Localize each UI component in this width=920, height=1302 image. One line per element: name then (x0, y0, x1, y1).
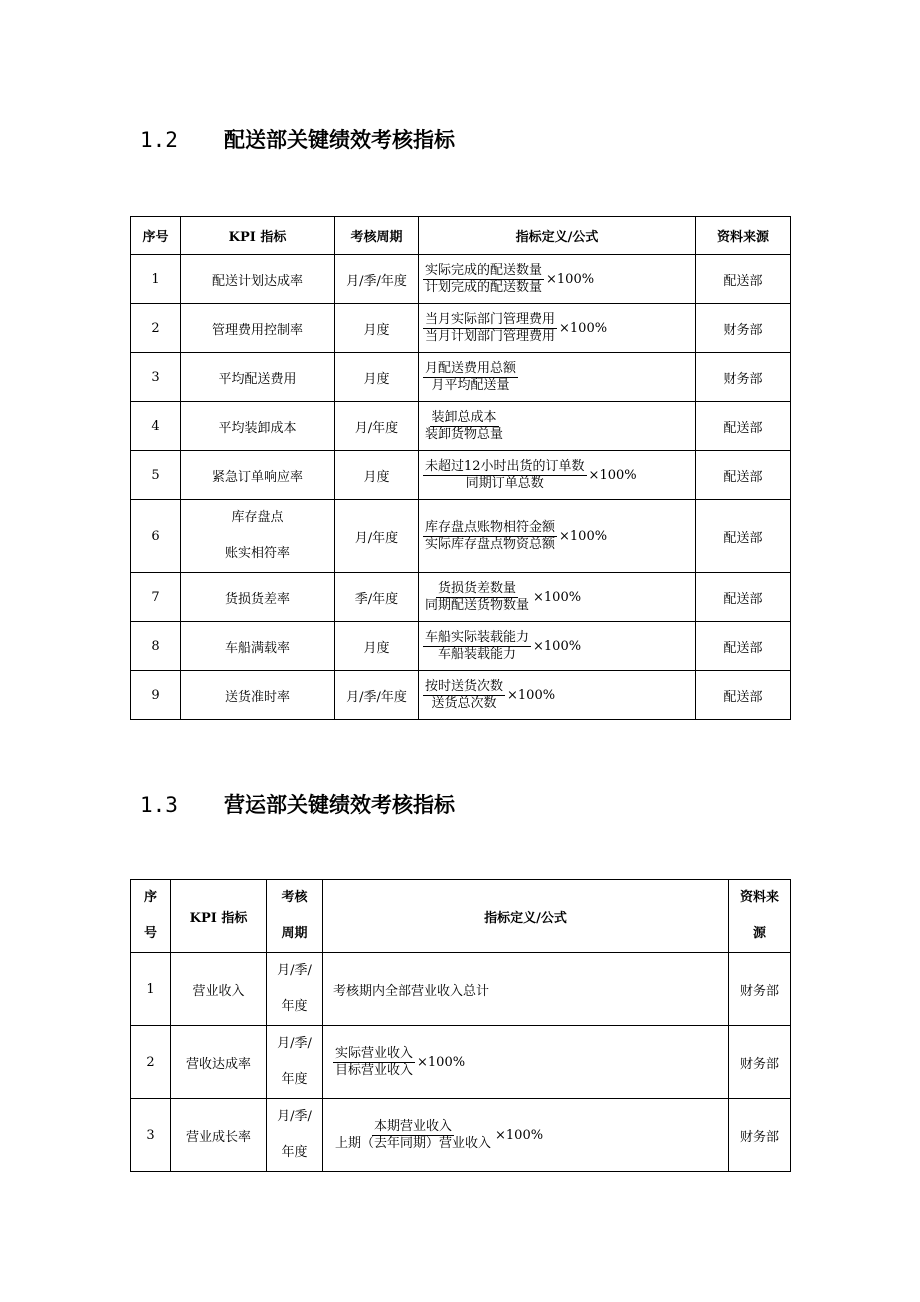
row-kpi: 平均配送费用 (181, 353, 335, 402)
section-1-number: 1.2 (140, 128, 178, 152)
multiplier: ×100% (533, 638, 582, 654)
fraction (333, 1046, 415, 1079)
row-no: 2 (131, 1026, 171, 1099)
table-row (131, 622, 791, 671)
row-no: 1 (131, 255, 181, 304)
row-no: 8 (131, 622, 181, 671)
row-kpi: 管理费用控制率 (181, 304, 335, 353)
row-period: 月/季/ 年度 (267, 1026, 323, 1099)
denominator: 目标营业收入 (335, 1062, 414, 1078)
row-formula (419, 402, 696, 451)
row-no: 4 (131, 402, 181, 451)
row-source: 配送部 (696, 573, 791, 622)
table-row (131, 1026, 791, 1099)
multiplier: ×100% (507, 687, 556, 703)
denominator: 计划完成的配送数量 (425, 279, 543, 295)
row-definition: 考核期内全部营业收入总计 (323, 953, 729, 1026)
numerator: 月配送费用总额 (425, 360, 517, 376)
row-source: 财务部 (729, 1099, 791, 1172)
denominator: 车船装载能力 (438, 646, 517, 662)
header-period: 考核周期 (335, 217, 419, 255)
row-no: 5 (131, 451, 181, 500)
denominator: 月平均配送量 (431, 377, 510, 393)
fraction (423, 679, 505, 712)
table-row (131, 671, 791, 720)
table-row (131, 255, 791, 304)
section-2-number: 1.3 (140, 793, 178, 817)
row-period: 月度 (335, 451, 419, 500)
row-formula (419, 255, 696, 304)
table-row (131, 402, 791, 451)
multiplier: ×100% (546, 271, 595, 287)
denominator: 同期配送货物数量 (425, 597, 530, 613)
section-1-title: 配送部关键绩效考核指标 (224, 128, 455, 152)
row-kpi: 货损货差率 (181, 573, 335, 622)
multiplier: ×100% (533, 589, 582, 605)
table-row (131, 573, 791, 622)
fraction (423, 312, 557, 345)
row-no: 6 (131, 500, 181, 573)
row-source: 配送部 (696, 500, 791, 573)
section-2-title: 营运部关键绩效考核指标 (224, 793, 455, 817)
denominator: 上期（去年同期）营业收入 (335, 1135, 492, 1151)
row-source: 财务部 (729, 1026, 791, 1099)
operations-kpi-table (130, 879, 791, 1172)
row-period: 月度 (335, 353, 419, 402)
denominator: 装卸货物总量 (425, 426, 504, 442)
row-no: 2 (131, 304, 181, 353)
row-formula (419, 353, 696, 402)
header-period: 考核 周期 (267, 880, 323, 953)
row-formula (419, 451, 696, 500)
row-period: 月/年度 (335, 402, 419, 451)
fraction (423, 630, 531, 663)
fraction (423, 263, 544, 296)
row-period: 月/季/年度 (335, 255, 419, 304)
denominator: 同期订单总数 (465, 475, 544, 491)
row-kpi: 平均装卸成本 (181, 402, 335, 451)
distribution-kpi-table (130, 216, 791, 720)
table-row (131, 1099, 791, 1172)
multiplier: ×100% (588, 467, 637, 483)
header-kpi: KPI 指标 (171, 880, 267, 953)
numerator: 当月实际部门管理费用 (425, 311, 556, 327)
numerator: 实际营业收入 (335, 1045, 414, 1061)
row-source: 财务部 (696, 304, 791, 353)
row-no: 1 (131, 953, 171, 1026)
section-2-heading (140, 789, 455, 819)
denominator: 当月计划部门管理费用 (425, 328, 556, 344)
row-no: 7 (131, 573, 181, 622)
multiplier: ×100% (559, 528, 608, 544)
table-row (131, 953, 791, 1026)
row-kpi: 紧急订单响应率 (181, 451, 335, 500)
header-kpi: KPI 指标 (181, 217, 335, 255)
row-period: 月/季/ 年度 (267, 953, 323, 1026)
row-kpi: 营收达成率 (171, 1026, 267, 1099)
row-kpi: 配送计划达成率 (181, 255, 335, 304)
table-header-row (131, 217, 791, 255)
row-source: 财务部 (729, 953, 791, 1026)
section-1-heading (140, 124, 455, 154)
kpi-line-2: 账实相符率 (224, 546, 290, 561)
row-formula (419, 304, 696, 353)
header-definition: 指标定义/公式 (419, 217, 696, 255)
row-source: 配送部 (696, 402, 791, 451)
multiplier: ×100% (559, 320, 608, 336)
row-period: 月度 (335, 622, 419, 671)
kpi-line-1: 库存盘点 (231, 510, 284, 525)
row-no: 3 (131, 353, 181, 402)
table-row (131, 451, 791, 500)
header-no: 序号 (131, 217, 181, 255)
multiplier: ×100% (495, 1127, 544, 1143)
row-kpi (181, 500, 335, 573)
fraction (423, 410, 505, 443)
row-kpi: 送货准时率 (181, 671, 335, 720)
row-period: 月/年度 (335, 500, 419, 573)
fraction (423, 459, 587, 492)
header-source: 资料来 源 (729, 880, 791, 953)
numerator: 货损货差数量 (438, 580, 517, 596)
numerator: 未超过12小时出货的订单数 (425, 458, 585, 474)
numerator: 车船实际装载能力 (425, 629, 530, 645)
denominator: 送货总次数 (431, 695, 497, 711)
row-period: 月/季/年度 (335, 671, 419, 720)
row-no: 9 (131, 671, 181, 720)
table-row (131, 500, 791, 573)
numerator: 本期营业收入 (374, 1118, 453, 1134)
fraction (423, 520, 557, 553)
row-period: 月度 (335, 304, 419, 353)
table-row (131, 304, 791, 353)
header-no: 序 号 (131, 880, 171, 953)
row-kpi: 营业收入 (171, 953, 267, 1026)
table-header-row (131, 880, 791, 953)
row-formula (419, 622, 696, 671)
row-no: 3 (131, 1099, 171, 1172)
numerator: 库存盘点账物相符金额 (425, 519, 556, 535)
fraction (333, 1119, 493, 1152)
fraction (423, 581, 531, 614)
multiplier: ×100% (417, 1054, 466, 1070)
header-source: 资料来源 (696, 217, 791, 255)
row-source: 配送部 (696, 255, 791, 304)
row-formula (419, 500, 696, 573)
row-kpi: 车船满载率 (181, 622, 335, 671)
numerator: 按时送货次数 (425, 678, 504, 694)
row-formula (323, 1026, 729, 1099)
table-row (131, 353, 791, 402)
row-period: 月/季/ 年度 (267, 1099, 323, 1172)
row-formula (419, 671, 696, 720)
row-source: 财务部 (696, 353, 791, 402)
denominator: 实际库存盘点物资总额 (425, 536, 556, 552)
row-source: 配送部 (696, 671, 791, 720)
fraction (423, 361, 518, 394)
row-source: 配送部 (696, 622, 791, 671)
row-source: 配送部 (696, 451, 791, 500)
numerator: 装卸总成本 (431, 409, 497, 425)
row-formula (323, 1099, 729, 1172)
row-formula (419, 573, 696, 622)
row-period: 季/年度 (335, 573, 419, 622)
header-definition: 指标定义/公式 (323, 880, 729, 953)
numerator: 实际完成的配送数量 (425, 262, 543, 278)
row-kpi: 营业成长率 (171, 1099, 267, 1172)
